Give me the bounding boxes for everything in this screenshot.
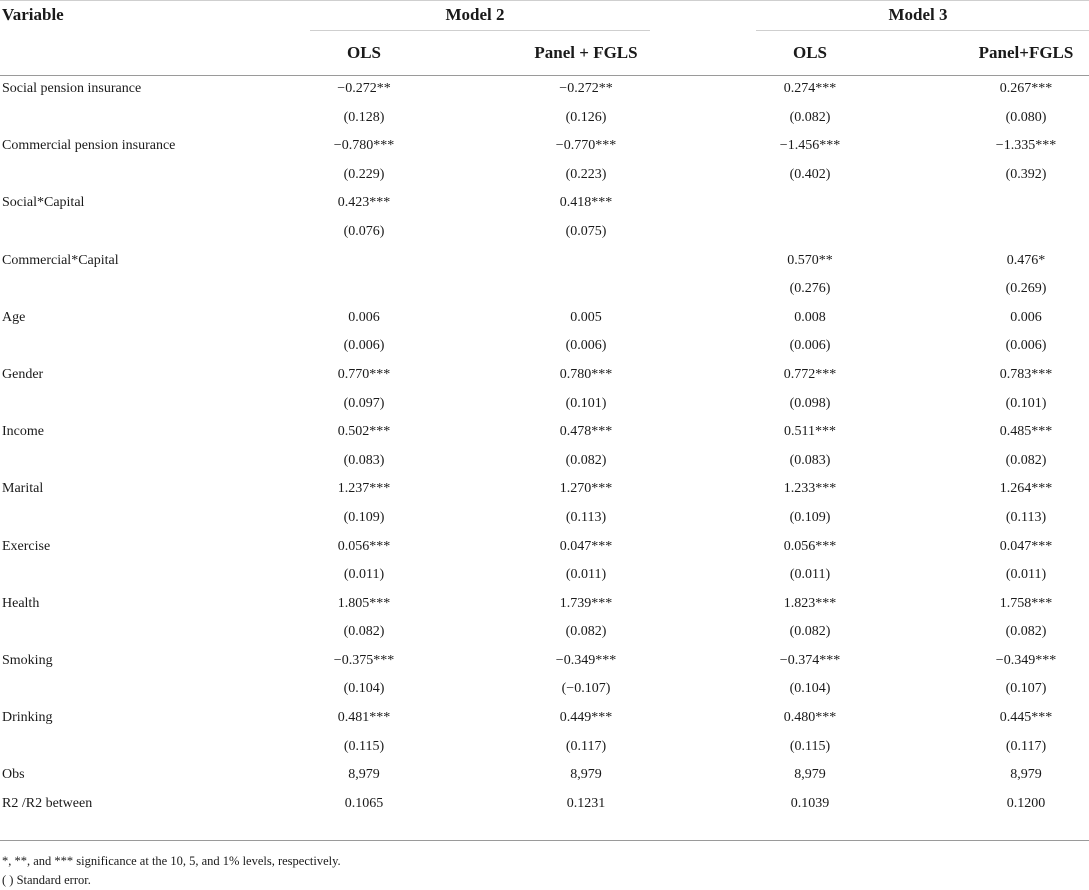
cell-model2-panel-fgls: (0.082) bbox=[565, 624, 607, 640]
cell-model2-ols: 0.502*** bbox=[337, 424, 391, 440]
cell-model3-panel-fgls: 0.445*** bbox=[999, 710, 1053, 726]
cell-model3-panel-fgls: (0.080) bbox=[1005, 109, 1047, 125]
cell-model2-ols: (0.128) bbox=[343, 109, 385, 125]
cell-model3-ols: 8,979 bbox=[794, 767, 826, 783]
cell-model3-panel-fgls: (0.117) bbox=[1005, 738, 1047, 754]
cell-model3-panel-fgls: 0.047*** bbox=[999, 538, 1053, 554]
table-row bbox=[0, 105, 1089, 134]
cell-model3-ols: (0.402) bbox=[789, 166, 831, 182]
col-header-model3-panel-fgls: Panel+FGLS bbox=[978, 43, 1074, 62]
cell-model3-ols: 1.823*** bbox=[783, 595, 837, 611]
row-label: Obs bbox=[2, 767, 25, 783]
cell-model2-ols: (0.006) bbox=[343, 338, 385, 354]
cell-model3-ols: 0.772*** bbox=[783, 366, 837, 382]
cell-model3-ols: −1.456*** bbox=[779, 138, 841, 154]
cell-model3-ols: −0.374*** bbox=[779, 652, 841, 668]
cell-model2-panel-fgls: (0.011) bbox=[565, 567, 607, 583]
table-row bbox=[0, 362, 1089, 391]
table-bottom-rule bbox=[0, 840, 1089, 841]
cell-model2-panel-fgls: (0.117) bbox=[565, 738, 607, 754]
cell-model3-panel-fgls: (0.392) bbox=[1005, 166, 1047, 182]
cell-model2-panel-fgls: −0.349*** bbox=[555, 652, 617, 668]
table-row bbox=[0, 76, 1089, 105]
row-label: Drinking bbox=[2, 710, 53, 726]
table-row bbox=[0, 676, 1089, 705]
cell-model2-panel-fgls: (0.082) bbox=[565, 452, 607, 468]
table-row bbox=[0, 419, 1089, 448]
cell-model2-panel-fgls: 0.478*** bbox=[559, 424, 613, 440]
cell-model2-panel-fgls: (0.101) bbox=[565, 395, 607, 411]
table-row bbox=[0, 505, 1089, 534]
cell-model3-panel-fgls: 0.267*** bbox=[999, 81, 1053, 96]
cell-model3-ols: 0.511*** bbox=[784, 424, 836, 440]
cell-model3-ols: (0.109) bbox=[789, 509, 831, 525]
cell-model3-panel-fgls: 1.758*** bbox=[999, 595, 1053, 611]
variable-header: Variable bbox=[2, 5, 64, 24]
cell-model2-ols: 1.805*** bbox=[337, 595, 391, 611]
cell-model3-ols: (0.104) bbox=[789, 681, 831, 697]
cell-model2-panel-fgls: (0.075) bbox=[565, 223, 607, 239]
model3-header: Model 3 bbox=[888, 5, 948, 24]
model2-header: Model 2 bbox=[445, 5, 505, 24]
cell-model2-panel-fgls: 0.418*** bbox=[559, 195, 613, 211]
cell-model3-ols: 0.056*** bbox=[783, 538, 837, 554]
row-label: Commercial*Capital bbox=[2, 252, 119, 268]
cell-model3-panel-fgls: 1.264*** bbox=[999, 481, 1053, 497]
cell-model3-panel-fgls: (0.107) bbox=[1005, 681, 1047, 697]
cell-model2-ols: (0.104) bbox=[343, 681, 385, 697]
table-row bbox=[0, 391, 1089, 420]
standard-error-note: ( ) Standard error. bbox=[2, 873, 91, 887]
table-row bbox=[0, 734, 1089, 763]
cell-model2-panel-fgls: (0.126) bbox=[565, 109, 607, 125]
table-row bbox=[0, 476, 1089, 505]
cell-model2-ols: −0.375*** bbox=[333, 652, 395, 668]
cell-model2-ols: (0.011) bbox=[343, 567, 385, 583]
cell-model2-panel-fgls: 0.1231 bbox=[566, 795, 606, 811]
row-label: R2 /R2 between bbox=[2, 795, 93, 811]
row-label: Social pension insurance bbox=[2, 81, 142, 96]
cell-model3-panel-fgls: 0.476* bbox=[1006, 252, 1046, 268]
table-row bbox=[0, 619, 1089, 648]
cell-model3-panel-fgls: 0.485*** bbox=[999, 424, 1053, 440]
table-row bbox=[0, 762, 1089, 791]
cell-model3-ols: 0.1039 bbox=[790, 795, 830, 811]
header-row-models bbox=[0, 0, 1089, 31]
table-row bbox=[0, 333, 1089, 362]
cell-model3-ols: (0.006) bbox=[789, 338, 831, 354]
col-header-model3-ols: OLS bbox=[792, 43, 828, 62]
cell-model2-panel-fgls: 0.005 bbox=[570, 309, 602, 325]
row-label: Gender bbox=[2, 366, 44, 382]
cell-model2-panel-fgls: 0.047*** bbox=[559, 538, 613, 554]
cell-model2-panel-fgls: −0.272** bbox=[559, 81, 613, 96]
table-body bbox=[0, 76, 1089, 819]
cell-model3-ols: 0.274*** bbox=[783, 81, 837, 96]
cell-model2-panel-fgls: 0.449*** bbox=[559, 710, 613, 726]
cell-model3-ols: (0.082) bbox=[789, 624, 831, 640]
table-row bbox=[0, 562, 1089, 591]
row-label: Health bbox=[2, 595, 40, 611]
table-row bbox=[0, 248, 1089, 277]
cell-model3-ols: (0.011) bbox=[789, 567, 831, 583]
cell-model2-ols: (0.097) bbox=[343, 395, 385, 411]
cell-model3-panel-fgls: 0.1200 bbox=[1006, 795, 1046, 811]
row-label: Commercial pension insurance bbox=[2, 138, 176, 154]
cell-model2-panel-fgls: 0.780*** bbox=[559, 366, 613, 382]
cell-model3-ols: 1.233*** bbox=[783, 481, 837, 497]
cell-model2-panel-fgls: (0.006) bbox=[565, 338, 607, 354]
significance-note: *, **, and *** significance at the 10, 5, and 1% levels, respectively. bbox=[2, 854, 341, 868]
col-header-model2-panel-fgls: Panel + FGLS bbox=[534, 43, 638, 62]
cell-model3-ols: (0.115) bbox=[789, 738, 831, 754]
col-header-model2-ols: OLS bbox=[346, 43, 382, 62]
cell-model2-ols: 8,979 bbox=[348, 767, 380, 783]
cell-model2-ols: −0.780*** bbox=[333, 138, 395, 154]
cell-model2-ols: 0.481*** bbox=[337, 710, 391, 726]
cell-model3-panel-fgls: −1.335*** bbox=[995, 138, 1057, 154]
table-row bbox=[0, 162, 1089, 191]
table-row bbox=[0, 133, 1089, 162]
table-row bbox=[0, 705, 1089, 734]
cell-model3-panel-fgls: (0.101) bbox=[1005, 395, 1047, 411]
cell-model2-panel-fgls: (0.113) bbox=[565, 509, 607, 525]
cell-model3-ols: (0.083) bbox=[789, 452, 831, 468]
cell-model2-ols: 1.237*** bbox=[337, 481, 391, 497]
cell-model2-ols: −0.272** bbox=[337, 81, 391, 96]
row-label: Exercise bbox=[2, 538, 51, 554]
cell-model2-ols: (0.082) bbox=[343, 624, 385, 640]
header-row-methods bbox=[0, 31, 1089, 76]
table-row bbox=[0, 791, 1089, 820]
cell-model3-panel-fgls: −0.349*** bbox=[995, 652, 1057, 668]
table-row bbox=[0, 219, 1089, 248]
cell-model3-ols: 0.480*** bbox=[783, 710, 837, 726]
cell-model2-ols: 0.770*** bbox=[337, 366, 391, 382]
cell-model3-panel-fgls: (0.006) bbox=[1005, 338, 1047, 354]
row-label: Marital bbox=[2, 481, 44, 497]
cell-model3-panel-fgls: (0.269) bbox=[1005, 281, 1047, 297]
cell-model3-ols: 0.570** bbox=[787, 252, 833, 268]
cell-model2-panel-fgls: 1.739*** bbox=[559, 595, 613, 611]
cell-model2-ols: (0.229) bbox=[343, 166, 385, 182]
cell-model3-panel-fgls: 8,979 bbox=[1010, 767, 1042, 783]
cell-model2-ols: 0.006 bbox=[348, 309, 380, 325]
cell-model3-ols: (0.276) bbox=[789, 281, 831, 297]
cell-model3-panel-fgls: (0.011) bbox=[1005, 567, 1047, 583]
table-row bbox=[0, 190, 1089, 219]
cell-model3-panel-fgls: 0.006 bbox=[1010, 309, 1042, 325]
table-row bbox=[0, 448, 1089, 477]
cell-model3-ols: 0.008 bbox=[794, 309, 826, 325]
cell-model3-panel-fgls: (0.082) bbox=[1005, 452, 1047, 468]
cell-model3-panel-fgls: (0.082) bbox=[1005, 624, 1047, 640]
table-row bbox=[0, 648, 1089, 677]
row-label: Social*Capital bbox=[2, 195, 85, 211]
cell-model2-ols: 0.423*** bbox=[337, 195, 391, 211]
cell-model2-ols: (0.076) bbox=[343, 223, 385, 239]
table-row bbox=[0, 534, 1089, 563]
table-row bbox=[0, 305, 1089, 334]
cell-model2-ols: 0.056*** bbox=[337, 538, 391, 554]
cell-model2-panel-fgls: (0.223) bbox=[565, 166, 607, 182]
cell-model2-ols: (0.115) bbox=[343, 738, 385, 754]
cell-model2-panel-fgls: 1.270*** bbox=[559, 481, 613, 497]
table-notes bbox=[2, 852, 341, 890]
cell-model2-panel-fgls: −0.770*** bbox=[555, 138, 617, 154]
cell-model3-panel-fgls: (0.113) bbox=[1005, 509, 1047, 525]
cell-model3-panel-fgls: 0.783*** bbox=[999, 366, 1053, 382]
cell-model2-panel-fgls: (−0.107) bbox=[561, 681, 611, 697]
cell-model2-ols: (0.083) bbox=[343, 452, 385, 468]
cell-model2-panel-fgls: 8,979 bbox=[570, 767, 602, 783]
table-row bbox=[0, 591, 1089, 620]
row-label: Age bbox=[2, 309, 26, 325]
cell-model3-ols: (0.098) bbox=[789, 395, 831, 411]
cell-model2-ols: 0.1065 bbox=[344, 795, 384, 811]
row-label: Smoking bbox=[2, 652, 53, 668]
table-row bbox=[0, 276, 1089, 305]
cell-model3-ols: (0.082) bbox=[789, 109, 831, 125]
cell-model2-ols: (0.109) bbox=[343, 509, 385, 525]
row-label: Income bbox=[2, 424, 44, 440]
